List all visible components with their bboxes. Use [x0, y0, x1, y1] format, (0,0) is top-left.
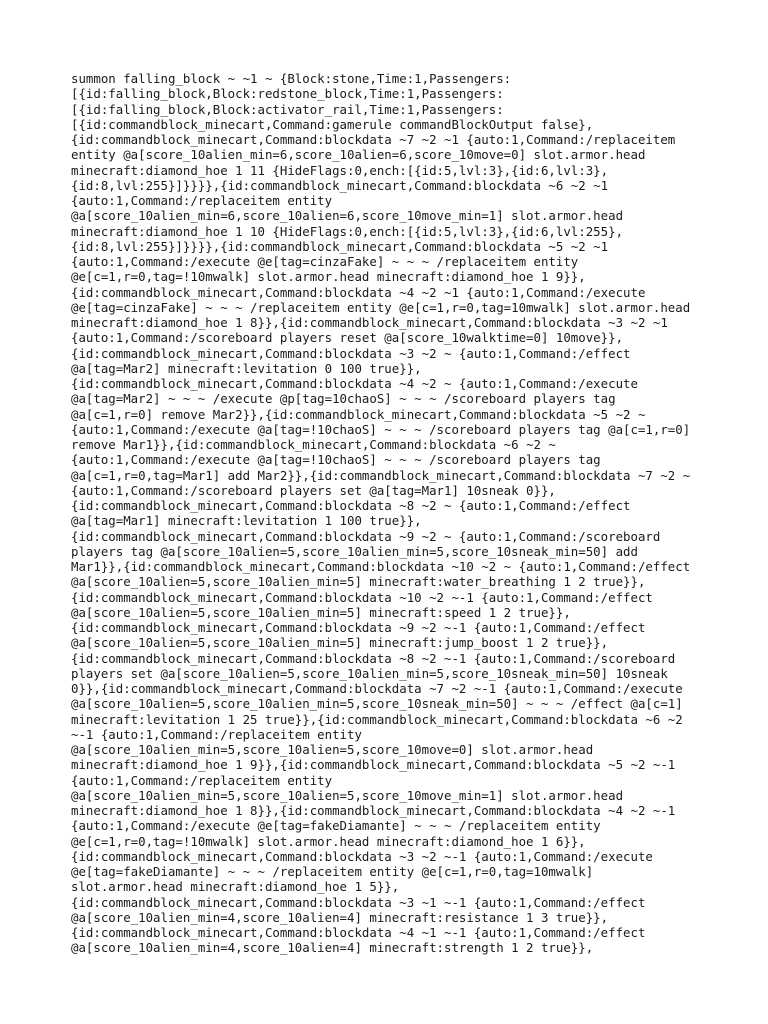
text-line: @a[score_10alien_min=4,score_10alien=4] minecraft:strength 1 2 true}},	[71, 940, 594, 956]
text-line: @a[tag=Mar1] minecraft:levitation 1 100 true}},	[71, 513, 422, 529]
text-line: {auto:1,Command:/execute @e[tag=fakeDiamante] ~ ~ ~ /replaceitem entity	[71, 818, 601, 834]
text-line: {id:commandblock_minecart,Command:blockdata ~8 ~2 ~-1 {auto:1,Command:/scoreboard	[71, 650, 676, 666]
text-line: {auto:1,Command:/replaceitem entity	[71, 772, 333, 788]
text-line: {id:commandblock_minecart,Command:blockdata ~10 ~2 ~-1 {auto:1,Command:/effect	[71, 589, 653, 605]
text-line: {id:commandblock_minecart,Command:blockdata ~3 ~1 ~-1 {auto:1,Command:/effect	[71, 894, 646, 910]
text-line: Mar1}},{id:commandblock_minecart,Command:blockdata ~10 ~2 ~ {auto:1,Command:/effect	[71, 559, 691, 574]
text-line: {id:commandblock_minecart,Command:blockdata ~9 ~2 ~-1 {auto:1,Command:/effect	[71, 620, 646, 635]
text-line: slot.armor.head minecraft:diamond_hoe 1 5}},	[71, 879, 400, 895]
text-line: remove Mar1}},{id:commandblock_minecart,Command:blockdata ~6 ~2 ~	[71, 437, 556, 452]
text-line: @a[score_10alien=5,score_10alien_min=5,score_10sneak_min=50] ~ ~ ~ /effect @a[c=1]	[71, 696, 683, 712]
text-line: @e[tag=cinzaFake] ~ ~ ~ /replaceitem entity @e[c=1,r=0,tag=10mwalk] slot.armor.head	[71, 299, 691, 315]
text-line: @a[score_10alien_min=6,score_10alien=6,score_10move_min=1] slot.armor.head	[71, 208, 624, 224]
text-line: players set @a[score_10alien=5,score_10alien_min=5,score_10sneak_min=50] 10sneak	[71, 665, 668, 681]
text-line: @a[tag=Mar2] ~ ~ ~ /execute @p[tag=10chaoS] ~ ~ ~ /scoreboard players tag	[71, 391, 616, 407]
text-line: @a[score_10alien=5,score_10alien_min=5] minecraft:jump_boost 1 2 true}},	[71, 635, 609, 651]
text-line: @a[score_10alien_min=5,score_10alien=5,score_10move=0] slot.armor.head	[71, 742, 594, 757]
text-line: {auto:1,Command:/scoreboard players set @a[tag=Mar1] 10sneak 0}},	[71, 482, 556, 498]
text-line: minecraft:levitation 1 25 true}},{id:commandblock_minecart,Command:blockdata ~6 ~2	[71, 711, 683, 727]
text-line: entity @a[score_10alien_min=6,score_10alien=6,score_10move=0] slot.armor.head	[71, 147, 646, 163]
text-line: [{id:commandblock_minecart,Command:gamerule commandBlockOutput false},	[71, 116, 594, 132]
text-line: @a[c=1,r=0] remove Mar2}},{id:commandblock_minecart,Command:blockdata ~5 ~2 ~	[71, 406, 646, 422]
text-line: [{id:falling_block,Block:redstone_block,Time:1,Passengers:	[71, 86, 504, 102]
text-line: minecraft:diamond_hoe 1 9}},{id:commandblock_minecart,Command:blockdata ~5 ~2 ~-1	[71, 757, 676, 773]
text-line: {id:commandblock_minecart,Command:blockdata ~9 ~2 ~ {auto:1,Command:/scoreboard	[71, 528, 661, 544]
text-line: @e[tag=fakeDiamante] ~ ~ ~ /replaceitem entity @e[c=1,r=0,tag=10mwalk]	[71, 864, 594, 879]
text-line: minecraft:diamond_hoe 1 8}},{id:commandblock_minecart,Command:blockdata ~3 ~2 ~1	[71, 315, 668, 330]
text-line: @a[tag=Mar2] minecraft:levitation 0 100 true}},	[71, 360, 422, 376]
text-line: @a[score_10alien_min=5,score_10alien=5,score_10move_min=1] slot.armor.head	[71, 787, 624, 803]
text-line: summon falling_block ~ ~1 ~ {Block:stone,Time:1,Passengers:	[71, 71, 512, 86]
command-text-block	[71, 71, 711, 956]
text-line: {auto:1,Command:/scoreboard players reset @a[score_10walktime=0] 10move}},	[71, 330, 624, 346]
text-line: {id:commandblock_minecart,Command:blockdata ~4 ~2 ~1 {auto:1,Command:/execute	[71, 284, 646, 300]
text-line: {auto:1,Command:/execute @a[tag=!10chaoS] ~ ~ ~ /scoreboard players tag @a[c=1,r=0]	[71, 421, 691, 437]
text-line: @a[score_10alien_min=4,score_10alien=4] minecraft:resistance 1 3 true}},	[71, 909, 609, 925]
text-line: {id:8,lvl:255}]}}}},{id:commandblock_minecart,Command:blockdata ~6 ~2 ~1	[71, 177, 609, 193]
text-line: {auto:1,Command:/execute @e[tag=cinzaFake] ~ ~ ~ /replaceitem entity	[71, 254, 579, 269]
text-line: minecraft:diamond_hoe 1 11 {HideFlags:0,ench:[{id:5,lvl:3},{id:6,lvl:3},	[71, 162, 609, 178]
text-line: minecraft:diamond_hoe 1 10 {HideFlags:0,ench:[{id:5,lvl:3},{id:6,lvl:255},	[71, 223, 624, 239]
text-line: 0}},{id:commandblock_minecart,Command:blockdata ~7 ~2 ~-1 {auto:1,Command:/execute	[71, 681, 683, 696]
text-line: [{id:falling_block,Block:activator_rail,Time:1,Passengers:	[71, 101, 504, 117]
text-line: players tag @a[score_10alien=5,score_10alien_min=5,score_10sneak_min=50] add	[71, 543, 638, 559]
text-line: {auto:1,Command:/replaceitem entity	[71, 193, 333, 208]
text-line: @a[score_10alien=5,score_10alien_min=5] minecraft:water_breathing 1 2 true}},	[71, 574, 646, 590]
text-line: ~-1 {auto:1,Command:/replaceitem entity	[71, 726, 362, 742]
text-line: {id:commandblock_minecart,Command:blockdata ~8 ~2 ~ {auto:1,Command:/effect	[71, 498, 631, 513]
text-line: {id:commandblock_minecart,Command:blockdata ~4 ~2 ~ {auto:1,Command:/execute	[71, 376, 638, 391]
text-line: @a[c=1,r=0,tag=Mar1] add Mar2}},{id:commandblock_minecart,Command:blockdata ~7 ~2 ~	[71, 467, 691, 483]
text-line: @e[c=1,r=0,tag=!10mwalk] slot.armor.head minecraft:diamond_hoe 1 9}},	[71, 269, 586, 285]
text-line: {id:commandblock_minecart,Command:blockdata ~3 ~2 ~-1 {auto:1,Command:/execute	[71, 848, 653, 864]
text-line: @a[score_10alien=5,score_10alien_min=5] minecraft:speed 1 2 true}},	[71, 604, 571, 620]
text-line: minecraft:diamond_hoe 1 8}},{id:commandblock_minecart,Command:blockdata ~4 ~2 ~-1	[71, 803, 676, 818]
text-line: {auto:1,Command:/execute @a[tag=!10chaoS] ~ ~ ~ /scoreboard players tag	[71, 452, 601, 468]
text-line: {id:commandblock_minecart,Command:blockdata ~3 ~2 ~ {auto:1,Command:/effect	[71, 345, 631, 361]
text-line: {id:8,lvl:255}]}}}},{id:commandblock_minecart,Command:blockdata ~5 ~2 ~1	[71, 238, 609, 254]
text-line: @e[c=1,r=0,tag=!10mwalk] slot.armor.head minecraft:diamond_hoe 1 6}},	[71, 833, 586, 849]
text-line: {id:commandblock_minecart,Command:blockdata ~4 ~1 ~-1 {auto:1,Command:/effect	[71, 925, 646, 940]
text-line: {id:commandblock_minecart,Command:blockdata ~7 ~2 ~1 {auto:1,Command:/replaceitem	[71, 132, 676, 147]
